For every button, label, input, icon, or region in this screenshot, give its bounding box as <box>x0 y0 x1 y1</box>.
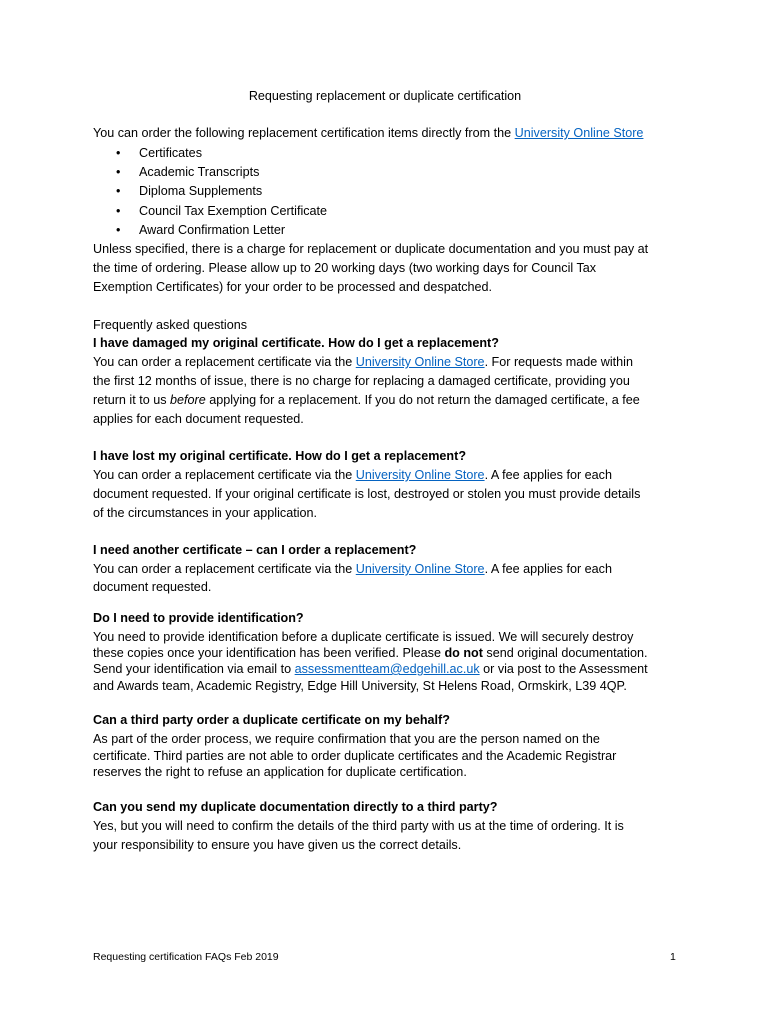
answer-text: or via post to the Assessment <box>479 662 648 676</box>
emphasis-text: before <box>170 393 206 407</box>
intro-line <box>93 126 643 140</box>
university-online-store-link[interactable]: University Online Store <box>355 355 485 369</box>
faq-answer-line: As part of the order process, we require confirmation that you are the person named on the <box>93 732 600 746</box>
faq-heading: Frequently asked questions <box>93 318 248 332</box>
bullet-icon: • <box>116 165 121 179</box>
bullet-icon: • <box>116 223 121 237</box>
email-link[interactable]: assessmentteam@edgehill.ac.uk <box>294 662 480 676</box>
faq-answer-line: document requested. If your original certificate is lost, destroyed or stolen you must provide details <box>93 487 641 501</box>
list-item: Council Tax Exemption Certificate <box>139 204 328 218</box>
list-item: Certificates <box>139 146 202 160</box>
answer-text: these copies once your identification has been verified. Please <box>93 646 445 660</box>
faq-answer-line <box>93 355 633 369</box>
faq-answer-line <box>93 468 612 482</box>
faq-question-another: I need another certificate – can I order a replacement? <box>93 543 417 557</box>
answer-text: . A fee applies for each <box>484 468 612 482</box>
page-title: Requesting replacement or duplicate certification <box>248 89 522 103</box>
answer-text: . A fee applies for each <box>484 562 612 576</box>
answer-text: You can order a replacement certificate via the <box>93 468 356 482</box>
faq-answer-line: You need to provide identification before a duplicate certificate is issued. We will securely destroy <box>93 630 634 644</box>
faq-question-send-third-party: Can you send my duplicate documentation directly to a third party? <box>93 800 498 814</box>
bullet-icon: • <box>116 204 121 218</box>
faq-answer-line: and Awards team, Academic Registry, Edge Hill University, St Helens Road, Ormskirk, L39 4QP. <box>93 679 627 693</box>
faq-answer-line <box>93 646 647 660</box>
faq-question-third-party-order: Can a third party order a duplicate certificate on my behalf? <box>93 713 450 727</box>
faq-question-damaged: I have damaged my original certificate. How do I get a replacement? <box>93 336 499 350</box>
faq-answer-line <box>93 662 648 676</box>
page-number: 1 <box>670 951 676 963</box>
faq-answer-line: of the circumstances in your application. <box>93 506 318 520</box>
list-item: Award Confirmation Letter <box>139 223 286 237</box>
footer-text: Requesting certification FAQs Feb 2019 <box>93 951 279 963</box>
charge-paragraph-line: the time of ordering. Please allow up to 20 working days (two working days for Council Tax <box>93 261 597 275</box>
answer-text: return it to us <box>93 393 170 407</box>
faq-question-lost: I have lost my original certificate. How do I get a replacement? <box>93 449 467 463</box>
charge-paragraph-line: Exemption Certificates) for your order to be processed and despatched. <box>93 280 493 294</box>
faq-question-identification: Do I need to provide identification? <box>93 611 304 625</box>
university-online-store-link[interactable]: University Online Store <box>355 562 485 576</box>
bold-text: do not <box>444 646 483 660</box>
answer-text: You can order a replacement certificate via the <box>93 355 356 369</box>
faq-answer-line: the first 12 months of issue, there is no charge for replacing a damaged certificate, providing you <box>93 374 630 388</box>
answer-text: You can order a replacement certificate via the <box>93 562 356 576</box>
list-item: Academic Transcripts <box>139 165 260 179</box>
university-online-store-link[interactable]: University Online Store <box>355 468 485 482</box>
answer-text: Send your identification via email to <box>93 662 295 676</box>
faq-answer-line <box>93 393 640 407</box>
university-online-store-link[interactable]: University Online Store <box>514 126 644 140</box>
faq-answer-line: reserves the right to refuse an application for duplicate certification. <box>93 765 467 779</box>
faq-answer-line: applies for each document requested. <box>93 412 304 426</box>
bullet-icon: • <box>116 184 121 198</box>
faq-answer-line: document requested. <box>93 580 212 594</box>
bullet-icon: • <box>116 146 121 160</box>
answer-text: applying for a replacement. If you do not return the damaged certificate, a fee <box>205 393 640 407</box>
faq-answer-line: Yes, but you will need to confirm the details of the third party with us at the time of ordering. It is <box>93 819 624 833</box>
answer-text: send original documentation. <box>482 646 648 660</box>
answer-text: . For requests made within <box>484 355 633 369</box>
faq-answer-line <box>93 562 612 576</box>
faq-answer-line: your responsibility to ensure you have given us the correct details. <box>93 838 462 852</box>
intro-text: You can order the following replacement certification items directly from the <box>93 126 515 140</box>
list-item: Diploma Supplements <box>139 184 263 198</box>
faq-answer-line: certificate. Third parties are not able to order duplicate certificates and the Academic Registrar <box>93 749 617 763</box>
charge-paragraph-line: Unless specified, there is a charge for replacement or duplicate documentation and you must pay at <box>93 242 649 256</box>
